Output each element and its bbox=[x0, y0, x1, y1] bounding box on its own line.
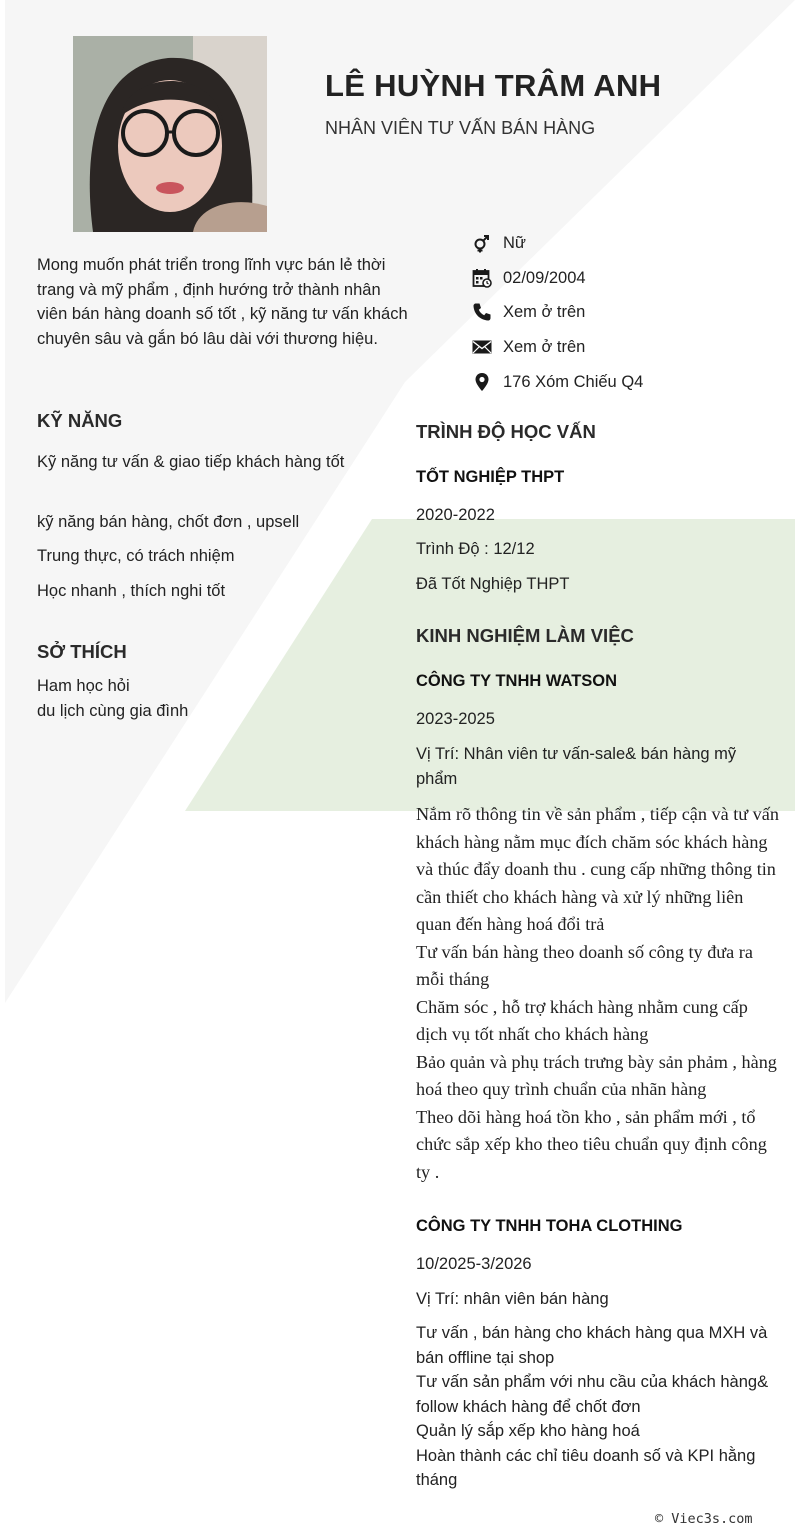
job-position: Vị Trí: nhân viên bán hàng bbox=[416, 1290, 609, 1308]
skill-item: kỹ năng bán hàng, chốt đơn , upsell bbox=[37, 513, 300, 531]
gender-value: Nữ bbox=[503, 233, 526, 252]
job-duties bbox=[416, 801, 781, 1186]
job-duty: Quản lý sắp xếp kho hàng hoá bbox=[416, 1422, 640, 1440]
contact-address bbox=[472, 370, 643, 394]
skill-item: Học nhanh , thích nghi tốt bbox=[37, 582, 226, 600]
experience-heading: KINH NGHIỆM LÀM VIỆC bbox=[416, 625, 634, 646]
skill-item: Trung thực, có trách nhiệm bbox=[37, 547, 235, 565]
job-company: CÔNG TY TNHH TOHA CLOTHING bbox=[416, 1217, 683, 1235]
gender-icon bbox=[472, 233, 492, 253]
email-icon bbox=[472, 337, 492, 357]
profile-photo bbox=[73, 36, 267, 232]
education-school: TỐT NGHIỆP THPT bbox=[416, 468, 565, 486]
location-pin-icon bbox=[472, 372, 492, 392]
candidate-name: LÊ HUỲNH TRÂM ANH bbox=[325, 68, 662, 103]
job-position: Vị Trí: Nhân viên tư vấn-sale& bán hàng mỹ phẩm bbox=[416, 745, 737, 788]
job-duty: Tư vấn sản phẩm với nhu cầu của khách hàng& follow khách hàng để chốt đơn bbox=[416, 1373, 769, 1416]
career-objective: Mong muốn phát triển trong lĩnh vực bán lẻ thời trang và mỹ phẩm , định hướng trở thành nhân viên bán hàng doanh số tốt , kỹ năng tư vấn khách chuyên sâu và gắn bó lâu dài với thương hiệu. bbox=[37, 256, 408, 349]
skill-item: Kỹ năng tư vấn & giao tiếp khách hàng tốt bbox=[37, 453, 345, 471]
hobby-item: du lịch cùng gia đình bbox=[37, 702, 189, 720]
education-heading: TRÌNH ĐỘ HỌC VẤN bbox=[416, 421, 596, 442]
contact-gender bbox=[472, 231, 526, 255]
job-period: 2023-2025 bbox=[416, 710, 495, 728]
job-duty: Chăm sóc , hỗ trợ khách hàng nhằm cung cấp dịch vụ tốt nhất cho khách hàng bbox=[416, 996, 748, 1044]
job-duty: Tư vấn bán hàng theo doanh số công ty đưa ra mỗi tháng bbox=[416, 941, 753, 989]
footer-watermark: © Viec3s.com bbox=[655, 1511, 753, 1527]
job-company: CÔNG TY TNHH WATSON bbox=[416, 672, 618, 690]
email-value: Xem ở trên bbox=[503, 337, 586, 356]
birthday-value: 02/09/2004 bbox=[503, 268, 586, 287]
job-duty: Hoàn thành các chỉ tiêu doanh số và KPI hằng tháng bbox=[416, 1446, 756, 1489]
job-title: NHÂN VIÊN TƯ VẤN BÁN HÀNG bbox=[325, 118, 596, 138]
education-status: Đã Tốt Nghiệp THPT bbox=[416, 575, 570, 593]
contact-phone bbox=[472, 300, 585, 324]
education-period: 2020-2022 bbox=[416, 506, 495, 524]
contact-email bbox=[472, 335, 585, 359]
hobby-item: Ham học hỏi bbox=[37, 677, 130, 695]
job-duties bbox=[416, 1321, 781, 1493]
phone-value: Xem ở trên bbox=[503, 302, 586, 321]
skills-heading: KỸ NĂNG bbox=[37, 410, 123, 431]
job-duty: Theo dõi hàng hoá tồn kho , sản phẩm mới , tổ chức sắp xếp kho theo tiêu chuẩn quy định công ty . bbox=[416, 1106, 767, 1182]
job-duty: Tư vấn , bán hàng cho khách hàng qua MXH và bán offline tại shop bbox=[416, 1324, 768, 1367]
contact-birthday bbox=[472, 266, 586, 290]
hobbies-heading: SỞ THÍCH bbox=[37, 641, 127, 662]
calendar-icon bbox=[472, 268, 492, 288]
address-value: 176 Xóm Chiếu Q4 bbox=[503, 372, 644, 391]
education-level: Trình Độ : 12/12 bbox=[416, 540, 535, 558]
job-duty: Nắm rõ thông tin về sản phẩm , tiếp cận và tư vấn khách hàng nằm mục đích chăm sóc khách hàng và thúc đẩy doanh thu . cung cấp những thông tin cần thiết cho khách hàng và xử lý những liên quan đến hàng hoá đổi trả bbox=[416, 804, 779, 934]
phone-icon bbox=[472, 302, 492, 322]
job-duty: Bảo quản và phụ trách trưng bày sản phảm , hàng hoá theo quy trình chuẩn của nhãn hàng bbox=[416, 1051, 777, 1099]
job-period: 10/2025-3/2026 bbox=[416, 1255, 532, 1273]
